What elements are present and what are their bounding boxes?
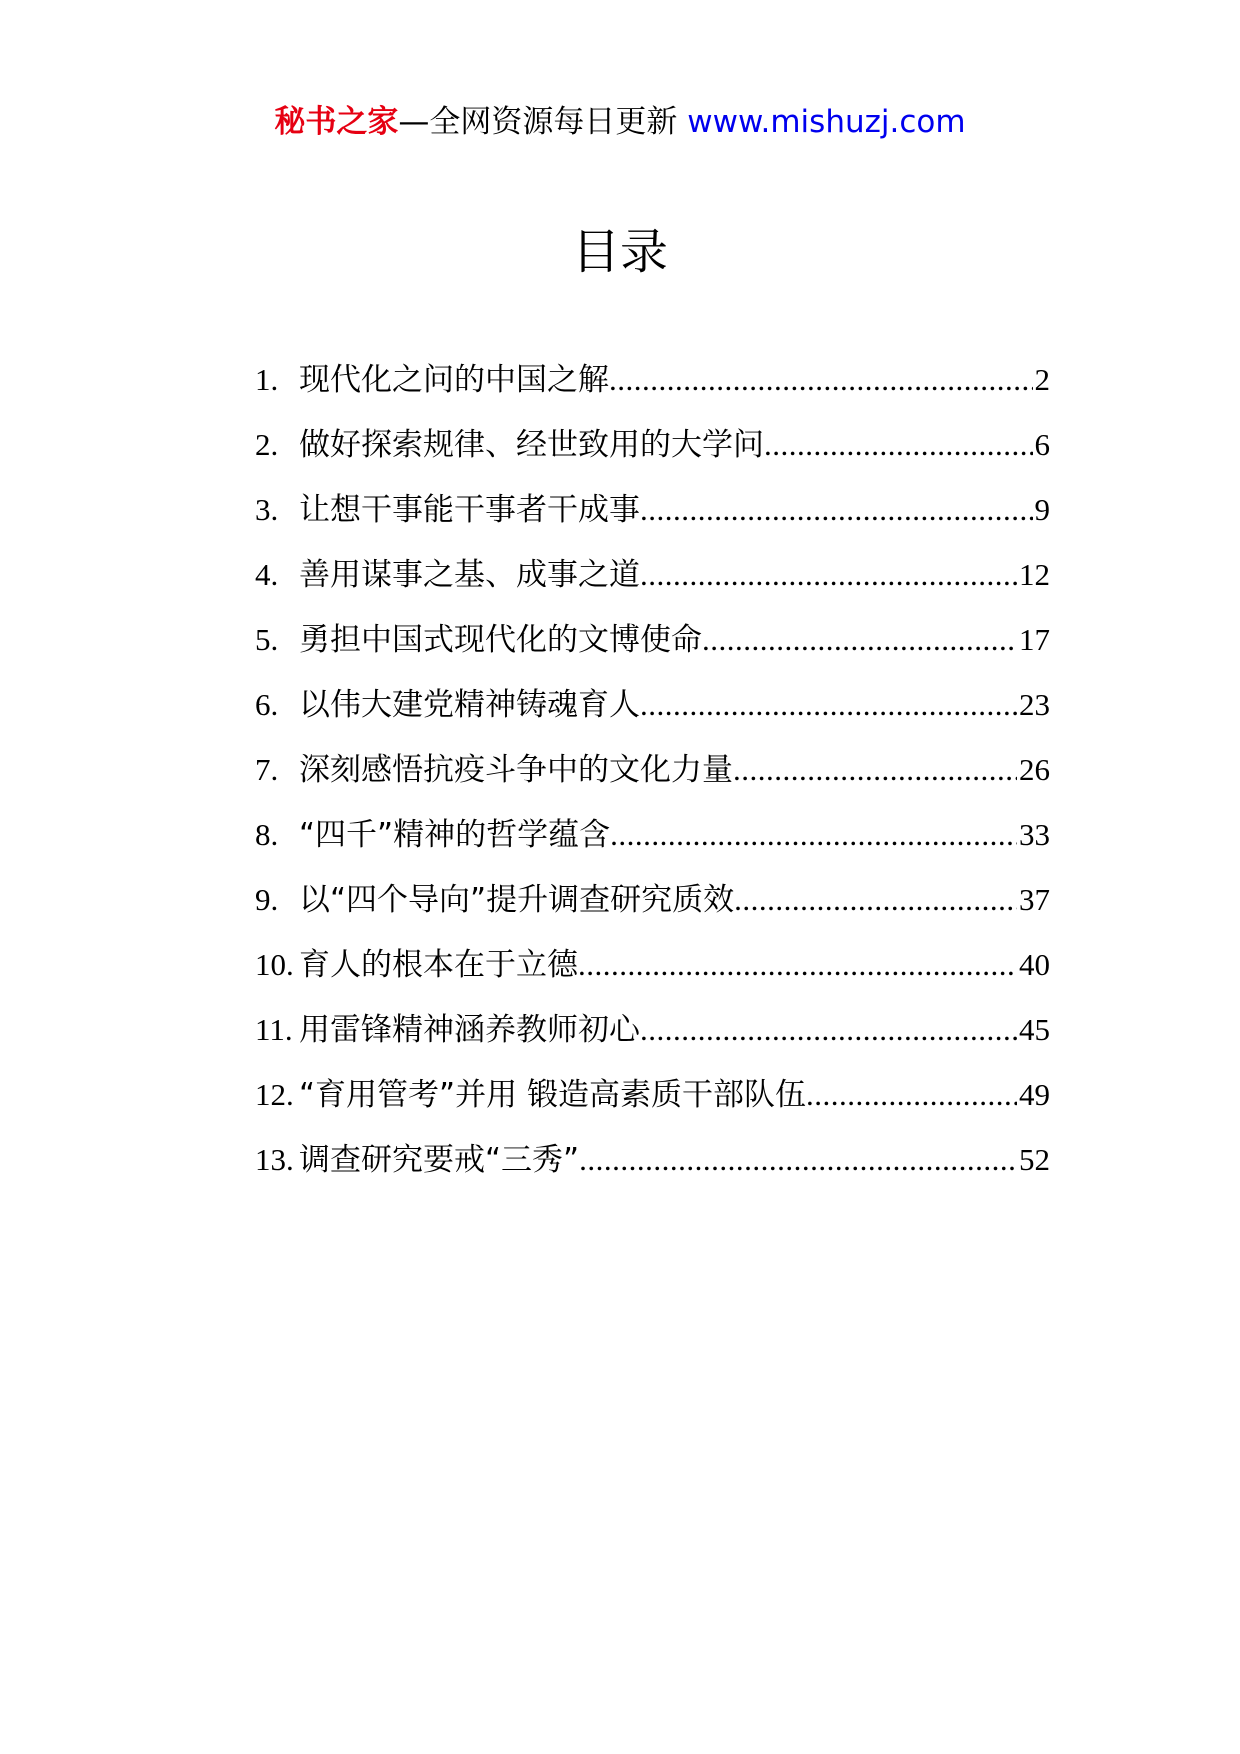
toc-dot-leader <box>610 813 1017 857</box>
toc-entry-page: 23 <box>1019 687 1050 722</box>
toc-entry[interactable] <box>255 553 1050 618</box>
toc-entry-page: 37 <box>1019 882 1050 917</box>
toc-entry-page: 45 <box>1019 1012 1050 1047</box>
website-link[interactable]: www.mishuzj.com <box>687 104 966 140</box>
toc-entry[interactable] <box>255 488 1050 553</box>
toc-entry-title: 勇担中国式现代化的文博使命 <box>299 622 702 658</box>
toc-entry-page: 40 <box>1019 947 1050 982</box>
toc-dot-leader <box>640 553 1017 597</box>
brand-name: 秘书之家 <box>274 104 399 140</box>
toc-entry[interactable] <box>255 943 1050 1008</box>
toc-entry-number: 6. <box>255 687 279 722</box>
toc-entry-number: 11. <box>255 1012 293 1047</box>
toc-entry-page: 33 <box>1019 817 1050 852</box>
toc-entry[interactable] <box>255 358 1050 423</box>
toc-dot-leader <box>640 488 1033 532</box>
toc-entry-title: 以“四个导向”提升调查研究质效 <box>299 882 735 918</box>
toc-entry-title: 现代化之问的中国之解 <box>299 362 609 398</box>
toc-entry-title: “四千”精神的哲学蕴含 <box>299 817 611 853</box>
toc-entry[interactable] <box>255 423 1050 488</box>
toc-entry-title: 以伟大建党精神铸魂育人 <box>299 687 640 723</box>
toc-entry-page: 52 <box>1019 1142 1050 1177</box>
toc-entry-page: 49 <box>1019 1077 1050 1112</box>
toc-dot-leader <box>734 878 1017 922</box>
page-title: 目录 <box>571 224 668 280</box>
toc-entry-title: 用雷锋精神涵养教师初心 <box>299 1012 640 1048</box>
header-banner <box>0 100 1240 144</box>
toc-dot-leader <box>733 748 1017 792</box>
toc-dot-leader <box>764 423 1033 467</box>
toc-entry-title: 深刻感悟抗疫斗争中的文化力量 <box>299 752 733 788</box>
toc-entry[interactable] <box>255 748 1050 813</box>
toc-entry-page: 6 <box>1034 427 1050 462</box>
toc-entry-title: 做好探索规律、经世致用的大学问 <box>299 427 764 463</box>
toc-entry-number: 1. <box>255 362 279 397</box>
toc-entry[interactable] <box>255 813 1050 878</box>
toc-entry-number: 12. <box>255 1077 294 1112</box>
table-of-contents <box>255 358 1050 1203</box>
toc-entry-number: 13. <box>255 1142 294 1177</box>
toc-entry-title: “育用管考”并用 锻造高素质干部队伍 <box>299 1077 806 1113</box>
toc-entry-number: 8. <box>255 817 279 852</box>
toc-entry-title: 让想干事能干事者干成事 <box>299 492 640 528</box>
toc-dot-leader <box>640 683 1017 727</box>
toc-entry[interactable] <box>255 878 1050 943</box>
toc-entry-title: 善用谋事之基、成事之道 <box>299 557 640 593</box>
banner-slogan: —全网资源每日更新 <box>398 104 678 140</box>
toc-dot-leader <box>578 943 1017 987</box>
toc-entry-page: 12 <box>1019 557 1050 592</box>
toc-entry-number: 7. <box>255 752 279 787</box>
toc-entry[interactable] <box>255 1008 1050 1073</box>
toc-entry-page: 17 <box>1019 622 1050 657</box>
toc-entry-number: 4. <box>255 557 279 592</box>
toc-entry[interactable] <box>255 683 1050 748</box>
toc-dot-leader <box>806 1073 1017 1117</box>
toc-dot-leader <box>609 358 1033 402</box>
toc-entry-number: 5. <box>255 622 279 657</box>
toc-entry-title: 育人的根本在于立德 <box>299 947 578 983</box>
toc-entry-page: 9 <box>1034 492 1050 527</box>
toc-dot-leader <box>702 618 1017 662</box>
toc-entry-number: 2. <box>255 427 279 462</box>
toc-entry-number: 3. <box>255 492 279 527</box>
toc-entry[interactable] <box>255 1073 1050 1138</box>
toc-entry-title: 调查研究要戒“三秀” <box>299 1142 580 1178</box>
toc-entry-page: 26 <box>1019 752 1050 787</box>
toc-entry-number: 9. <box>255 882 279 917</box>
toc-entry-page: 2 <box>1034 362 1050 397</box>
toc-entry[interactable] <box>255 618 1050 683</box>
toc-dot-leader <box>579 1138 1017 1182</box>
toc-entry[interactable] <box>255 1138 1050 1203</box>
toc-entry-number: 10. <box>255 947 294 982</box>
toc-dot-leader <box>640 1008 1017 1052</box>
